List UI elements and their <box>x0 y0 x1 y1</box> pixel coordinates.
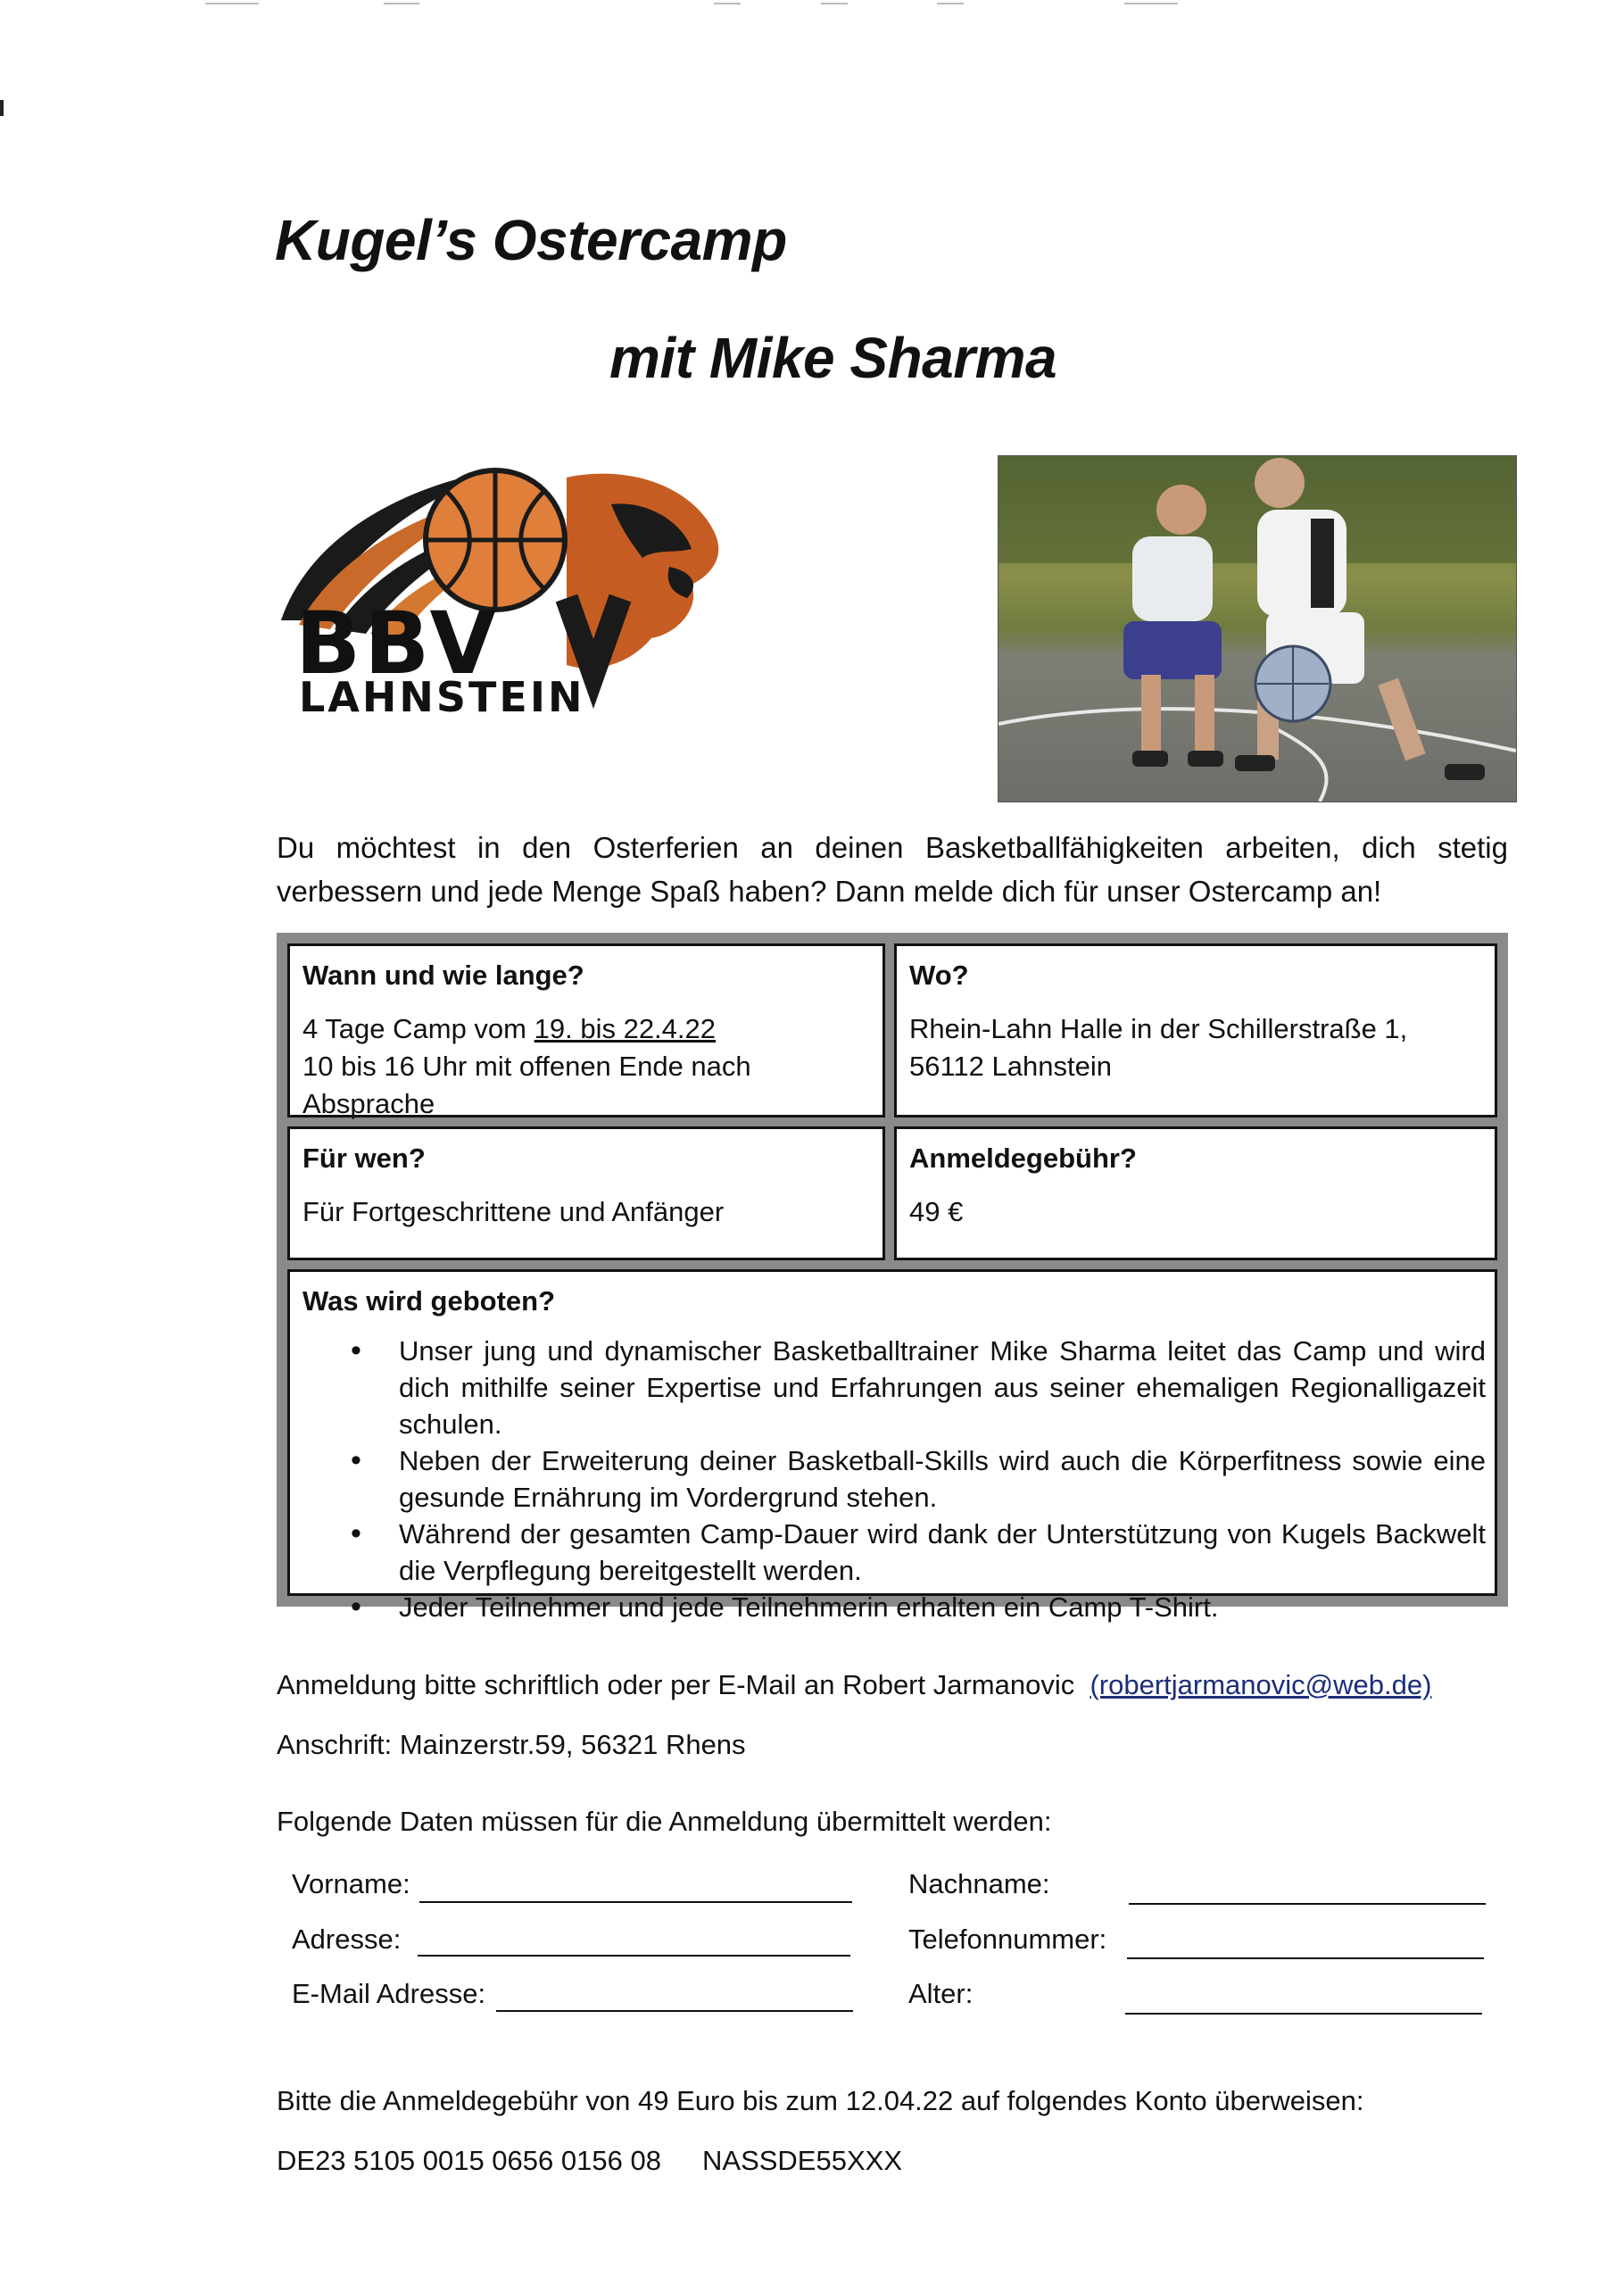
payment-bic: NASSDE55XXX <box>702 2145 902 2176</box>
info-table <box>277 933 1508 1623</box>
first-name-label: Vorname: <box>292 1868 410 1899</box>
cell-fee-heading: Anmeldegebühr? <box>909 1142 1137 1174</box>
list-item: • Neben der Erweiterung deiner Basketball-Skills wird auch die Körperfitness sowie eine gesunde Ernährung im Vordergrund stehen. <box>302 1442 1486 1516</box>
list-item: • Jeder Teilnehmer und jede Teilnehmerin erhalten ein Camp T-Shirt. <box>302 1589 1486 1625</box>
scan-mark <box>384 3 419 4</box>
registration-instructions: Anmeldung bitte schriftlich oder per E-Mail an Robert Jarmanovic <box>277 1669 1075 1700</box>
cell-when-heading: Wann und wie lange? <box>302 960 584 991</box>
cell-for-whom-heading: Für wen? <box>302 1142 426 1174</box>
registration-text <box>277 1669 1431 1701</box>
bbv-lahnstein-logo <box>272 451 732 727</box>
cell-fee <box>894 1126 1497 1260</box>
phone-label: Telefonnummer: <box>908 1924 1107 1955</box>
cell-where <box>894 943 1497 1118</box>
cell-when-line2: 10 bis 16 Uhr mit offenen Ende nach Absprache <box>302 1051 751 1119</box>
age-label: Alter: <box>908 1978 974 2009</box>
payment-instructions: Bitte die Anmeldegebühr von 49 Euro bis zum 12.04.22 auf folgendes Konto überweisen: <box>277 2085 1364 2116</box>
cell-when-dates: 19. bis 22.4.22 <box>534 1013 717 1044</box>
scan-mark <box>205 3 259 4</box>
scan-mark <box>821 3 848 4</box>
registration-fields-intro: Folgende Daten müssen für die Anmeldung übermittelt werden: <box>277 1806 1052 1837</box>
email-label: E-Mail Adresse: <box>292 1978 486 2009</box>
scan-mark <box>714 3 741 4</box>
scan-edge-mark <box>0 100 4 116</box>
cell-for-whom <box>287 1126 885 1260</box>
registration-email-link[interactable]: (robertjarmanovic@web.de) <box>1090 1669 1432 1700</box>
page-title: Kugel’s Ostercamp <box>275 208 787 272</box>
phone-line[interactable] <box>1127 1957 1484 1959</box>
cell-when <box>287 943 885 1118</box>
address-line[interactable] <box>418 1955 850 1957</box>
scan-mark <box>937 3 964 4</box>
cell-offered-heading: Was wird geboten? <box>302 1285 556 1317</box>
cell-fee-text: 49 € <box>909 1196 964 1227</box>
scan-mark <box>1124 3 1178 4</box>
cell-where-text: Rhein-Lahn Halle in der Schillerstraße 1, 56112 Lahnstein <box>909 1013 1408 1082</box>
cell-when-line1 <box>302 1010 870 1048</box>
cell-for-whom-text: Für Fortgeschrittene und Anfänger <box>302 1196 725 1227</box>
logo-subwordmark: LAHNSTEIN <box>299 673 585 721</box>
payment-iban: DE23 5105 0015 0656 0156 08 <box>277 2145 661 2176</box>
registration-address: Anschrift: Mainzerstr.59, 56321 Rhens <box>277 1729 746 1760</box>
logo-wordmark: BBV <box>295 594 500 694</box>
list-item: • Unser jung und dynamischer Basketballtrainer Mike Sharma leitet das Camp und wird dich mithilfe seiner Expertise und Erfahrungen aus seiner ehemaligen Regionalligazeit schulen. <box>302 1333 1486 1442</box>
offered-bullet-list <box>302 1333 1486 1625</box>
cell-when-prefix: 4 Tage Camp vom <box>302 1013 534 1044</box>
page-subtitle: mit Mike Sharma <box>609 326 1057 390</box>
intro-paragraph: Du möchtest in den Osterferien an deinen Basketballfähigkeiten arbeiten, dich stetig verbessern und jede Menge Spaß haben? Dann melde dich für unser Ostercamp an! <box>277 831 1508 908</box>
kids-basketball-photo <box>998 455 1517 802</box>
list-item: • Während der gesamten Camp-Dauer wird dank der Unterstützung von Kugels Backwelt die Verpflegung bereitgestellt werden. <box>302 1516 1486 1589</box>
cell-where-heading: Wo? <box>909 960 969 991</box>
address-label: Adresse: <box>292 1924 402 1955</box>
first-name-line[interactable] <box>419 1901 852 1903</box>
last-name-label: Nachname: <box>908 1868 1050 1899</box>
email-line[interactable] <box>496 2010 853 2012</box>
last-name-line[interactable] <box>1129 1903 1486 1905</box>
cell-offered <box>287 1269 1497 1623</box>
age-line[interactable] <box>1125 2013 1482 2015</box>
